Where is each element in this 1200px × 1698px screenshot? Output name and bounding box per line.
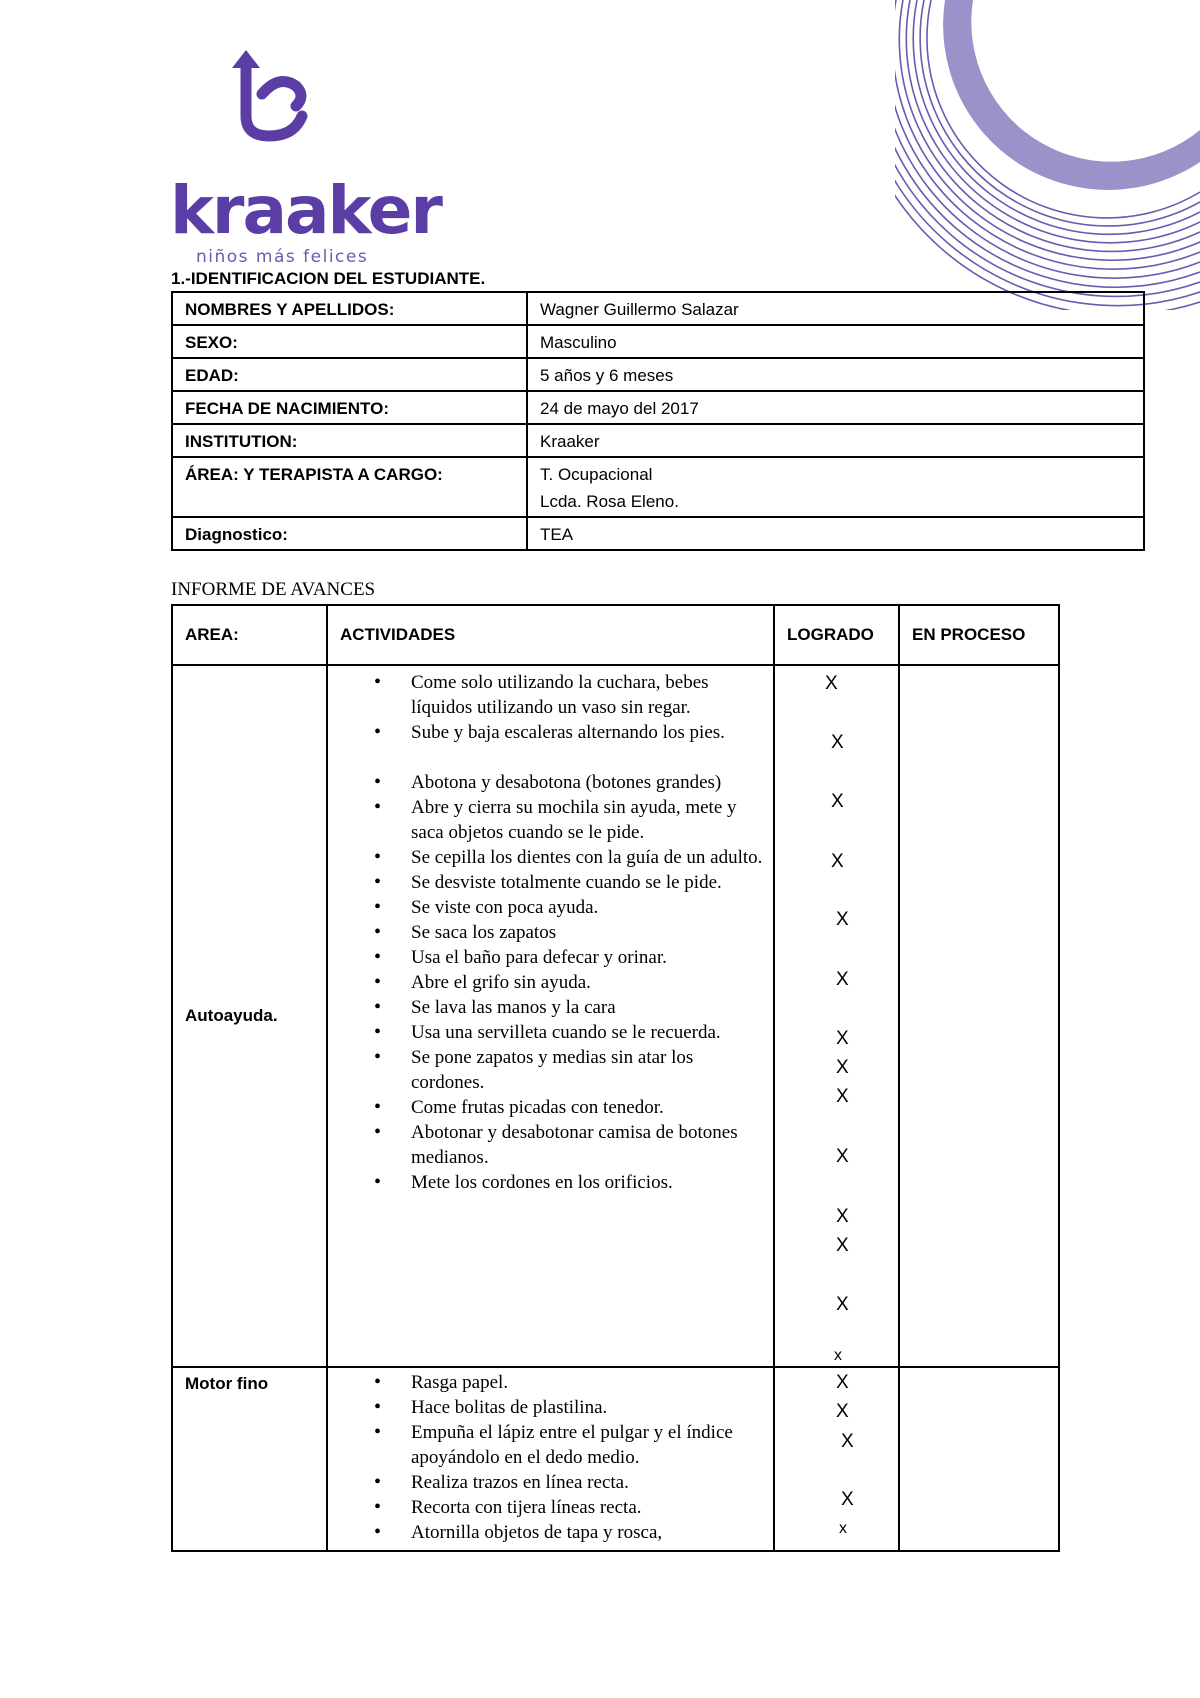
field-value: TEA	[527, 517, 1144, 550]
field-label: INSTITUTION:	[172, 424, 527, 457]
list-item: • Rasga papel.	[328, 1370, 763, 1395]
field-value	[527, 457, 1144, 517]
brand-tagline: niños más felices	[196, 247, 369, 267]
achieved-mark: X	[841, 1489, 854, 1510]
area-cell: Autoayuda.	[172, 665, 327, 1367]
field-label: EDAD:	[172, 358, 527, 391]
table-row	[172, 517, 1144, 550]
achieved-mark: X	[836, 1086, 849, 1107]
section-heading: 1.-IDENTIFICACION DEL ESTUDIANTE.	[171, 269, 486, 288]
column-header-in-progress: EN PROCESO	[899, 605, 1059, 665]
column-header-achieved: LOGRADO	[774, 605, 899, 665]
achieved-mark: X	[836, 1206, 849, 1227]
list-item: • Come frutas picadas con tenedor.	[328, 1095, 763, 1120]
field-label: NOMBRES Y APELLIDOS:	[172, 292, 527, 325]
achieved-mark: X	[836, 1372, 849, 1393]
table-row	[172, 665, 1059, 1367]
list-item: • Se pone zapatos y medias sin atar los cordones.	[328, 1045, 763, 1095]
list-item: • Abre el grifo sin ayuda.	[328, 970, 763, 995]
list-item: • Realiza trazos en línea recta.	[328, 1470, 763, 1495]
activities-cell	[327, 665, 774, 1367]
table-header-row	[172, 605, 1059, 665]
kraaker-logo-icon	[224, 46, 324, 146]
achieved-mark: X	[836, 1401, 849, 1422]
field-value-line: T. Ocupacional	[540, 465, 653, 484]
table-row	[172, 1367, 1059, 1551]
list-item: • Usa el baño para defecar y orinar.	[328, 945, 763, 970]
achieved-cell	[774, 665, 899, 1367]
activities-list	[328, 666, 773, 1195]
decorative-arcs	[895, 0, 1200, 310]
list-item: • Recorta con tijera líneas recta.	[328, 1495, 763, 1520]
table-row	[172, 391, 1144, 424]
achieved-mark: X	[836, 1235, 849, 1256]
achieved-mark: X	[841, 1431, 854, 1452]
table-row	[172, 292, 1144, 325]
progress-report-table	[171, 604, 1060, 1552]
list-item: • Mete los cordones en los orificios.	[328, 1170, 763, 1195]
field-label: ÁREA: Y TERAPISTA A CARGO:	[172, 457, 527, 517]
list-item: • Se saca los zapatos	[328, 920, 763, 945]
achieved-mark: x	[839, 1520, 847, 1537]
table-row	[172, 457, 1144, 517]
list-item: • Se cepilla los dientes con la guía de un adulto.	[328, 845, 763, 870]
list-item: • Se desviste totalmente cuando se le pide.	[328, 870, 763, 895]
activities-list	[328, 1368, 773, 1545]
achieved-mark: X	[836, 1057, 849, 1078]
list-item: • Abre y cierra su mochila sin ayuda, mete y saca objetos cuando se le pide.	[328, 795, 763, 845]
achieved-mark: X	[831, 791, 844, 812]
achieved-mark: X	[836, 1146, 849, 1167]
achieved-mark: X	[831, 851, 844, 872]
field-value: Kraaker	[527, 424, 1144, 457]
activities-cell	[327, 1367, 774, 1551]
column-header-area: AREA:	[172, 605, 327, 665]
brand-wordmark: kraaker	[170, 172, 441, 249]
list-item: • Come solo utilizando la cuchara, bebes líquidos utilizando un vaso sin regar.	[328, 670, 763, 720]
achieved-mark: X	[836, 1294, 849, 1315]
achieved-cell	[774, 1367, 899, 1551]
list-item: • Abotonar y desabotonar camisa de botones medianos.	[328, 1120, 763, 1170]
list-item: • Se lava las manos y la cara	[328, 995, 763, 1020]
list-item: • Hace bolitas de plastilina.	[328, 1395, 763, 1420]
field-value: 5 años y 6 meses	[527, 358, 1144, 391]
list-item: • Abotona y desabotona (botones grandes)	[328, 770, 763, 795]
table-row	[172, 325, 1144, 358]
achieved-mark: x	[834, 1347, 842, 1364]
field-value: Masculino	[527, 325, 1144, 358]
achieved-mark: X	[836, 909, 849, 930]
list-item: • Empuña el lápiz entre el pulgar y el índice apoyándolo en el dedo medio.	[328, 1420, 763, 1470]
field-value-line: Lcda. Rosa Eleno.	[540, 492, 679, 511]
report-title: INFORME DE AVANCES	[171, 579, 376, 600]
list-item: • Sube y baja escaleras alternando los pies.	[328, 720, 763, 745]
field-label: SEXO:	[172, 325, 527, 358]
table-row	[172, 424, 1144, 457]
field-label: FECHA DE NACIMIENTO:	[172, 391, 527, 424]
achieved-mark: X	[836, 1028, 849, 1049]
field-label: Diagnostico:	[172, 517, 527, 550]
area-cell: Motor fino	[172, 1367, 327, 1551]
column-header-activities: ACTIVIDADES	[327, 605, 774, 665]
student-identification-table	[171, 291, 1145, 551]
list-item: • Usa una servilleta cuando se le recuerda.	[328, 1020, 763, 1045]
achieved-mark: X	[831, 732, 844, 753]
in-progress-cell	[899, 1367, 1059, 1551]
list-item: • Se viste con poca ayuda.	[328, 895, 763, 920]
field-value: 24 de mayo del 2017	[527, 391, 1144, 424]
in-progress-cell	[899, 665, 1059, 1367]
list-item: • Atornilla objetos de tapa y rosca,	[328, 1520, 763, 1545]
field-value: Wagner Guillermo Salazar	[527, 292, 1144, 325]
achieved-mark: X	[825, 673, 838, 694]
table-row	[172, 358, 1144, 391]
achieved-mark: X	[836, 969, 849, 990]
